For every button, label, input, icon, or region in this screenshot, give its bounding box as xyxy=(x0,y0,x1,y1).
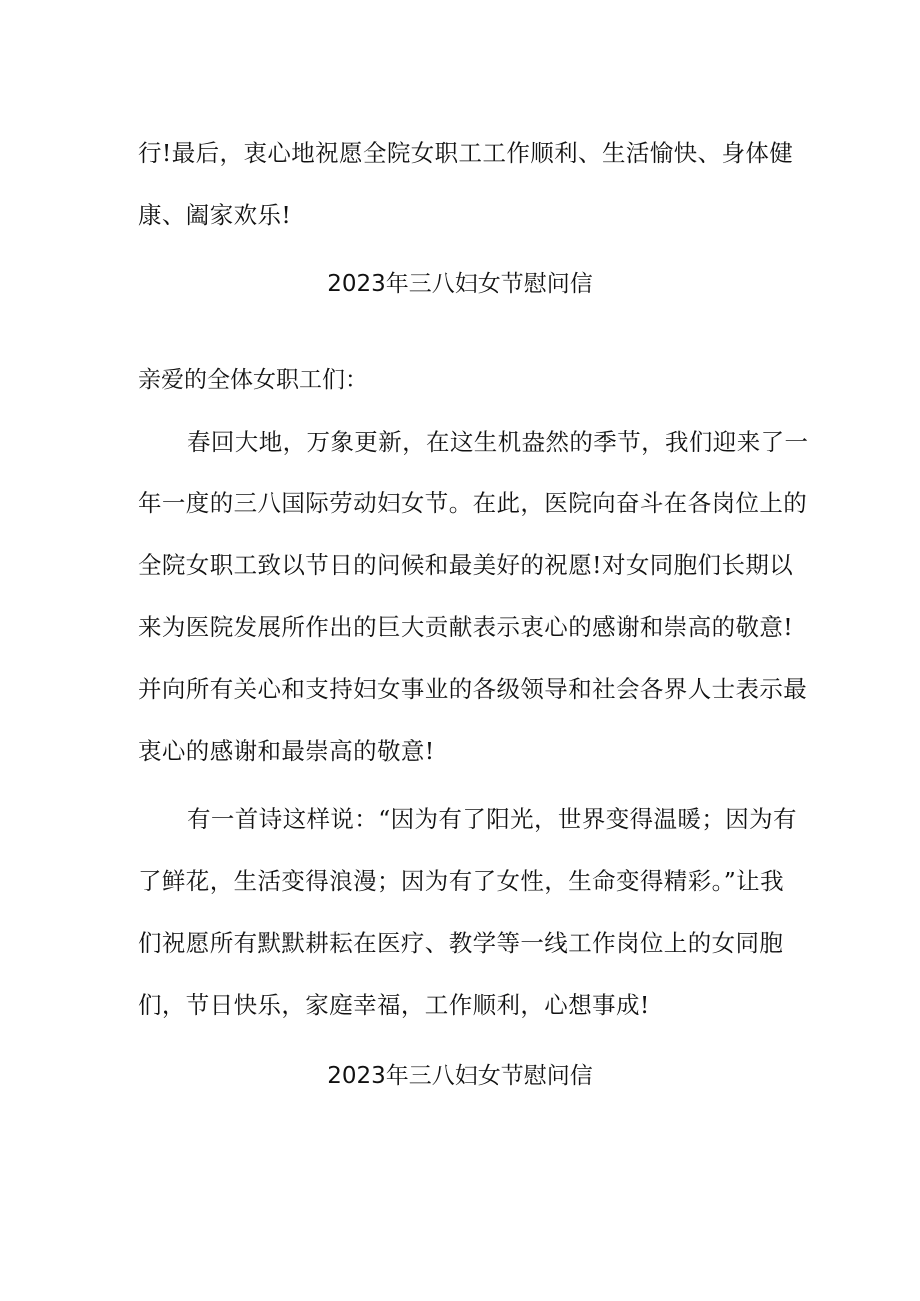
intro-line-1: 行!最后，衷心地祝愿全院女职工工作顺利、生活愉快、身体健 xyxy=(138,139,794,167)
paragraph1-line-2: 年一度的三八国际劳动妇女节。在此，医院向奋斗在各岗位上的 xyxy=(138,489,808,517)
paragraph2-line-2: 了鲜花，生活变得浪漫；因为有了女性，生命变得精彩。”让我 xyxy=(138,867,784,895)
paragraph1-line-3: 全院女职工致以节日的问候和最美好的祝愿!对女同胞们长期以 xyxy=(138,551,794,579)
paragraph2-line-1: 有一首诗这样说：“因为有了阳光，世界变得温暖；因为有 xyxy=(187,805,797,833)
letter-salutation: 亲爱的全体女职工们： xyxy=(138,367,368,393)
next-letter-title: 2023年三八妇女节慰问信 xyxy=(327,1063,593,1089)
paragraph2-line-3: 们祝愿所有默默耕耘在医疗、教学等一线工作岗位上的女同胞 xyxy=(138,929,784,957)
paragraph1-line-4: 来为医院发展所作出的巨大贡献表示衷心的感谢和崇高的敬意! xyxy=(138,613,794,641)
paragraph2-line-4: 们，节日快乐，家庭幸福，工作顺利，心想事成! xyxy=(138,991,650,1019)
paragraph1-line-6: 衷心的感谢和最崇高的敬意! xyxy=(138,737,435,765)
paragraph1-line-5: 并向所有关心和支持妇女事业的各级领导和社会各界人士表示最 xyxy=(138,675,808,703)
intro-line-2: 康、阖家欢乐! xyxy=(138,201,292,229)
letter-title: 2023年三八妇女节慰问信 xyxy=(327,271,593,297)
paragraph1-line-1: 春回大地，万象更新，在这生机盎然的季节，我们迎来了一 xyxy=(187,428,809,456)
